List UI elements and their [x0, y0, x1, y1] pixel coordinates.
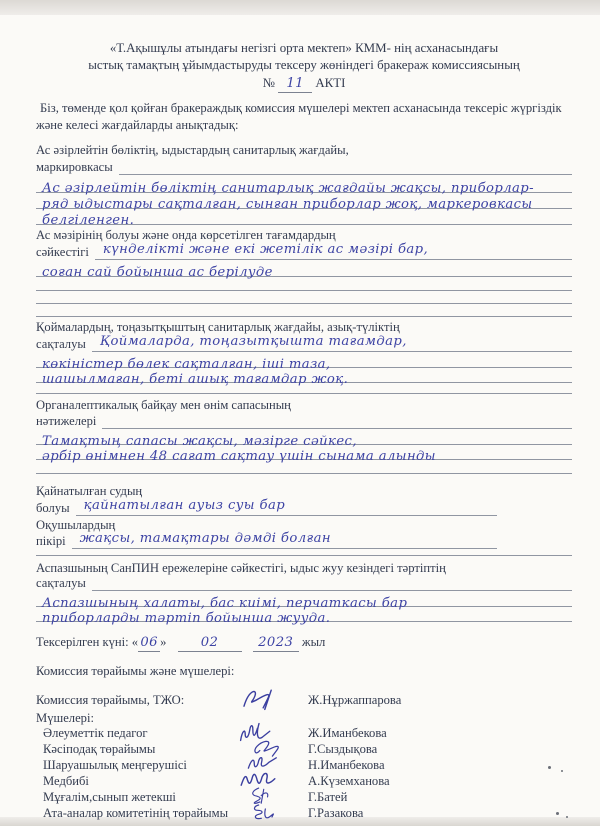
chair-signature — [236, 693, 308, 709]
member-role: Ата-аналар комитетінің төрайымы — [43, 806, 229, 820]
section-water-label1: Қайнатылған судың — [36, 484, 143, 498]
member-name: А.Күземханова — [308, 774, 390, 788]
member-row — [36, 726, 572, 742]
handwriting-line: ряд ыдыстары сақталған, сынған приборлар жоқ, маркеровкасы — [36, 193, 572, 209]
ruled-line — [36, 291, 572, 304]
member-signature — [236, 806, 308, 822]
committee-chair-row — [36, 693, 572, 709]
member-name: Н.Иманбекова — [308, 758, 385, 772]
section-sanpin-fill-line — [92, 589, 572, 591]
handwriting-line: приборларды тәртіп бойынша жууда. — [36, 607, 572, 622]
section-opinion-label1: Оқушылардың — [36, 518, 116, 532]
scan-speck — [561, 770, 563, 772]
handwriting-line: Тамақтың сапасы жақсы, мәзірге сәйкес, — [36, 430, 572, 445]
chair-name: Ж.Нұржаппарова — [308, 693, 402, 707]
section-prep-handwriting — [36, 177, 572, 228]
member-row — [36, 806, 572, 822]
member-role: Шаруашылық меңгерушісі — [43, 758, 187, 772]
section-water-field — [36, 499, 572, 516]
section-water-label2: болуы — [36, 501, 70, 515]
member-name: Ж.Иманбекова — [308, 726, 387, 740]
ruled-line — [36, 384, 572, 394]
handwriting-line: Аспазшының халаты, бас киімі, перчаткасы бар — [36, 592, 572, 607]
member-row — [36, 758, 572, 774]
handwriting-line: көкіністер бөлек сақталған, іші таза, — [36, 353, 572, 368]
act-number-line — [36, 75, 572, 93]
date-close-quote: » — [160, 635, 167, 649]
member-role: Мұғалім,сынып жетекші — [43, 790, 176, 804]
scan-speck — [566, 816, 568, 818]
scan-speck — [556, 812, 559, 815]
section-opinion-label2: пікірі — [36, 534, 66, 548]
act-number-value: 11 — [286, 76, 304, 91]
scan-edge-top — [0, 0, 600, 15]
signature-icon — [248, 796, 288, 826]
section-prep-label1: Ас әзірлейтін бөліктің, ыдыстардың санитарлық жағдайы, — [36, 143, 349, 157]
doc-title-line1: «Т.Ақышұлы атындағы негізгі орта мектеп» КММ- нің асханасындағы — [109, 41, 499, 55]
ruled-line — [36, 278, 572, 291]
section-menu-label1: Ас мәзірінің болуы және онда көрсетілген тағамдардың — [36, 228, 336, 242]
member-row — [36, 742, 572, 758]
member-role: Медбибі — [43, 774, 89, 788]
member-name: Г.Разакова — [308, 806, 364, 820]
section-organoleptic-handwriting — [36, 430, 572, 464]
section-sanpin-label2: сақталуы — [36, 576, 86, 590]
section-sanpin-label1: Аспазшының СанПИН ережелеріне сәйкестігі, ыдыс жуу кезіндегі тәртіптің — [36, 561, 446, 575]
handwriting-line: әрбір өнімнен 48 сағат сақтау үшін сынама алынды — [36, 445, 572, 460]
member-role: Әлеуметтік педагог — [43, 726, 148, 740]
chair-role: Комиссия төрайымы, ТЖО: — [36, 693, 185, 707]
member-name: Г.Батей — [308, 790, 348, 804]
date-month: 02 — [200, 635, 219, 650]
handwriting-line: соған сай бойынша ас берілуде — [36, 261, 572, 277]
date-suffix: жыл — [301, 635, 326, 649]
section-prep-label2: маркировкасы — [36, 160, 113, 174]
members-label: Мүшелері: — [36, 711, 94, 725]
committee-heading: Комиссия төрайымы және мүшелері: — [36, 664, 235, 678]
section-storage-fill-line: Қоймаларда, тоңазытқышта тағамдар, — [92, 334, 572, 352]
section-organoleptic-field — [36, 413, 572, 429]
section-prep-field — [36, 158, 572, 175]
section-storage-label1: Қоймалардың, тоңазытқыштың санитарлық жағдайы, азық-түліктің — [36, 320, 400, 334]
intro-paragraph: Біз, төменде қол қойған бракераждық комиссия мүшелері мектеп асханасында тексеріс жүргіздік және келесі жағдайларды анықтадық: — [36, 101, 562, 132]
scan-speck — [548, 766, 551, 769]
section-water-fill-line: қайнатылған ауыз суы бар — [76, 498, 497, 516]
handwriting-line: Ас әзірлейтін бөліктің санитарлық жағдайы жақсы, приборлар- — [36, 177, 572, 193]
section-storage-handwriting — [36, 353, 572, 387]
member-row — [36, 774, 572, 790]
section-organoleptic-fill-line — [102, 427, 572, 429]
date-day: 06 — [140, 635, 158, 650]
ruled-line — [36, 461, 572, 474]
section-sanpin-handwriting — [36, 592, 572, 626]
section-storage-label2: сақталуы — [36, 337, 86, 351]
member-role: Кәсіподақ төрайымы — [43, 742, 156, 756]
ruled-line — [36, 304, 572, 317]
act-number-suffix: АКТІ — [315, 76, 346, 90]
doc-title-line2: ыстық тамақтың ұйымдастыруды тексеру жөніндегі бракераж комиссиясының — [88, 58, 520, 72]
section-menu-field — [36, 243, 572, 260]
section-organoleptic-label1: Органалептикалық байқау мен өнім сапасының — [36, 398, 291, 412]
handwriting-line: шашылмаған, беті ашық тағамдар жоқ. — [36, 368, 572, 383]
act-number-prefix: № — [262, 76, 275, 90]
section-sanpin-field — [36, 576, 572, 591]
section-prep-fill-line — [119, 173, 572, 175]
inspection-date-line — [36, 634, 572, 652]
date-prefix: Тексерілген күні: « — [36, 635, 139, 649]
member-row — [36, 790, 572, 806]
section-organoleptic-label2: нәтижелері — [36, 414, 97, 428]
section-opinion-fill-line: жақсы, тамақтары дәмді болған — [72, 531, 497, 549]
section-storage-field — [36, 335, 572, 352]
member-name: Г.Сыздықова — [308, 742, 378, 756]
section-menu-label2: сәйкестігі — [36, 245, 89, 259]
section-menu-fill-line: күнделікті және екі жетілік ас мәзірі бар, — [95, 242, 572, 260]
handwriting-line: белгіленген. — [36, 209, 572, 225]
ruled-line — [36, 550, 572, 556]
date-year: 2023 — [258, 635, 294, 650]
section-opinion-field — [36, 533, 572, 549]
blank-ruled-lines — [36, 278, 572, 317]
